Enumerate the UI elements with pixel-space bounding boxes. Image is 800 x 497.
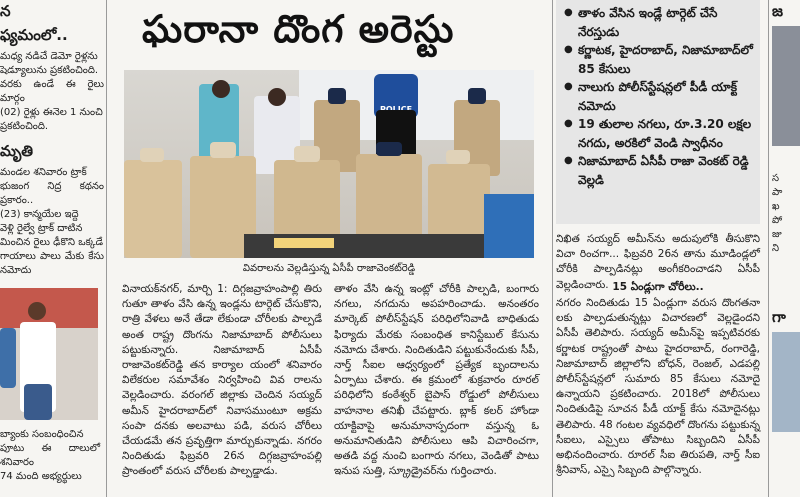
main-article <box>110 0 550 497</box>
article-body-col3-top: నిఖిత సయ్యద్ అమీన్‌ను అదుపులోకి తీసుకొని విచా రించగా... ఫిబ్రవరి 26న తాను మూడిండ్లలో చోరీకి పాల్పడినట్లు అంగీకరించాడని ఏసీపీ వెల్లడించారు. <box>556 233 760 291</box>
far-right-column <box>772 0 800 497</box>
highlight-item: ● తాళం వేసిన ఇండ్లే టార్గెట్ చేసే నేరస్తుడు <box>578 4 760 41</box>
far-right-heading: గా <box>772 308 786 326</box>
far-right-text: స పా ఖ పో జు ని <box>772 173 783 254</box>
highlight-item: ● కర్ణాటక, హైదరాబాద్, నిజామాబాద్‌లో 85 కేసులు <box>578 41 760 78</box>
article-subhead: 15 ఏండ్లుగా చోరీలు.. <box>612 281 704 293</box>
column-rule <box>552 0 553 497</box>
press-photo <box>124 70 534 258</box>
far-right-photo <box>772 26 800 146</box>
column-rule <box>106 0 107 497</box>
article-headline: ఘరానా దొంగ అరెస్టు <box>142 6 455 51</box>
article-body-col1: వినాయక్‌నగర్, మార్చి 1: దిగ్గజవ్రాహంపాల్లి తిరు గుతూ తాళం వేసి ఉన్న ఇండ్లను టార్గెట్ చేసుకొని, రాత్రి వేళలు అనే తేడా లేకుండా చోరీలకు పాల్పడే అంత రాష్ట్ర దొంగను నిజామాబాద్ పోలీసులు పట్టుకున్నారు. నిజామాబాద్ ఏసీపీ రాజావెంకట్‌రెడ్డి తన కార్యాల యంలో శనివారం విలేకరుల సమావేశం నిర్వహించి వివ రాలను వెల్లడించారు. వరంగల్ జిల్లాకు చెందిన సయ్యద్ అమీన్ హైదరాబాద్‌లో నివాసముంటూ అక్రమ సంపా దనకు అలవాటు పడి, వరుస చోరీలు చేయడమే తన ప్రవృత్తిగా మార్చుకున్నాడు. నగరం నిందితుడు ఫిబ్రవరి 26న దిగ్గజవ్రాహంపల్లి ప్రాంతంలో వరుస చోరీలకు పాల్పడ్డాడు. <box>122 283 322 478</box>
left-para-3: బ్యాంకు సంబంధించిన పూటు ఈ దాలులో శనివారం 74 మంది అభ్యర్థులు <box>0 429 100 482</box>
article-body-col3: నగరం నిందితుడు 15 ఏండ్లుగా వరుస దొంగతనా లకు పాల్పడుతున్నట్లు విచారణలో వెల్లడైందని ఏసీపీ తెలిపారు. సయ్యద్ అమీన్‌పై ఇప్పటివరకు కర్ణాటక రాష్ట్రంతో పాటు హైదరాబాద్, రంగారెడ్డి, నిజామాబాద్ జిల్లాలోని బోధన్, రెంజల్, ఎడపల్లి పోలీస్‌స్టేషన్లలో సుమారు 85 కేసులు నమోదై ఉన్నాయని ప్రకటించారు. 2018లో పోలీసులు నిందితుడిపై సూచన పీడీ యాక్ట్ కేసు నమోదైనట్లు తెలిపారు. 48 గంటల వ్యవధిలో దొంగను పట్టుకున్న సీఐలు, ఎస్సైలు తోపాటు సిబ్బందిని ఏసీపీ అభినందించారు. రూరల్ సీఐ తిరుపతి, నార్త్ సీఐ శ్రీనివాస్, ఎస్సై సిబ్బంది పాల్గొన్నారు. <box>556 297 760 477</box>
left-photo <box>0 288 98 420</box>
left-heading-2: మృతి <box>0 142 34 160</box>
highlight-item: ● నిజామాబాద్ ఏసీపీ రాజా వెంకట్ రెడ్డి వెల్లడి <box>578 152 760 189</box>
far-right-photo-2 <box>772 332 800 432</box>
article-body-col2: తాళం వేసి ఉన్న ఇంట్లో చోరీకి పాల్పడి, బంగారు నగలు, నగదును అపహరించాడు. అనంతరం మార్కెట్ పోలీస్‌స్టేషన్ పరిధిలోనివాడి బాధితుడు ఫిర్యాదు మేరకు సంబంధిత కానిస్టేబుల్ కేసును నమోదు చేశారు. నిందితుడిని పట్టుకునేందుకు సీపీ, నార్త్ సీఐల ఆధ్వర్యంలో ప్రత్యేక బృందాలను ఏర్పాటు చేశారు. ఈ క్రమంలో శుక్రవారం రూరల్ పరిధిలోని కంఠేశ్వర్ బైపాస్ రోడ్డులో పోలీసులు వాహనాల తనిఖీ చేపట్టారు. బ్లాక్ కలర్ హోండా యాక్టివాపై అనుమానాస్పదంగా వస్తున్న ఓ అనుమానితుడిని పోలీసులు ఆపి విచారించగా, అతడి వద్ద నుంచి బంగారు నగలు, వెండితో పాటు ఇనుప సుత్తి, స్క్రూడ్రైవర్‌ను గుర్తించారు. <box>334 283 539 478</box>
far-right-top: జ <box>772 2 783 20</box>
column-rule <box>768 0 769 497</box>
photo-caption: వివరాలను వెల్లడిస్తున్న ఏసీపీ రాజావెంకట్‌రెడ్డి <box>242 263 416 274</box>
left-para-2: మండల శనివారం ట్రాక్ భుజంగ నిద్ర కథనం ప్రకారం.. (23) కాన్మయేల ఇద్దె వెళ్లి రైల్వే ట్రాక్ దాటిన మించిన రైలు ఢీకొని ఒక్కడే గాయాలు పాలు మేకు కేసు నమోదు <box>0 167 104 276</box>
left-top-fragment: న <box>0 2 11 20</box>
left-column <box>0 0 104 482</box>
right-column <box>556 0 766 497</box>
left-para-1: మధ్య నడిచే డెమో రైళ్లను షెడ్యూలును ప్రకటించింది. వరకు ఉండే ఈ రైలు మార్గం (02) రైళ్లు ఈనెల 1 నుంచి ప్రకటించింది. <box>0 51 104 132</box>
highlights-box <box>556 0 760 224</box>
left-heading-1: ఫ్యమంలో.. <box>0 26 68 44</box>
highlight-item: ● నాలుగు పోలీస్‌స్టేషన్లలో పీడీ యాక్ట్ నమోదు <box>578 78 760 115</box>
highlight-item: ● 19 తులాల నగలు, రూ.3.20 లక్షల నగదు, అరకిలో వెండి స్వాధీనం <box>578 115 760 152</box>
